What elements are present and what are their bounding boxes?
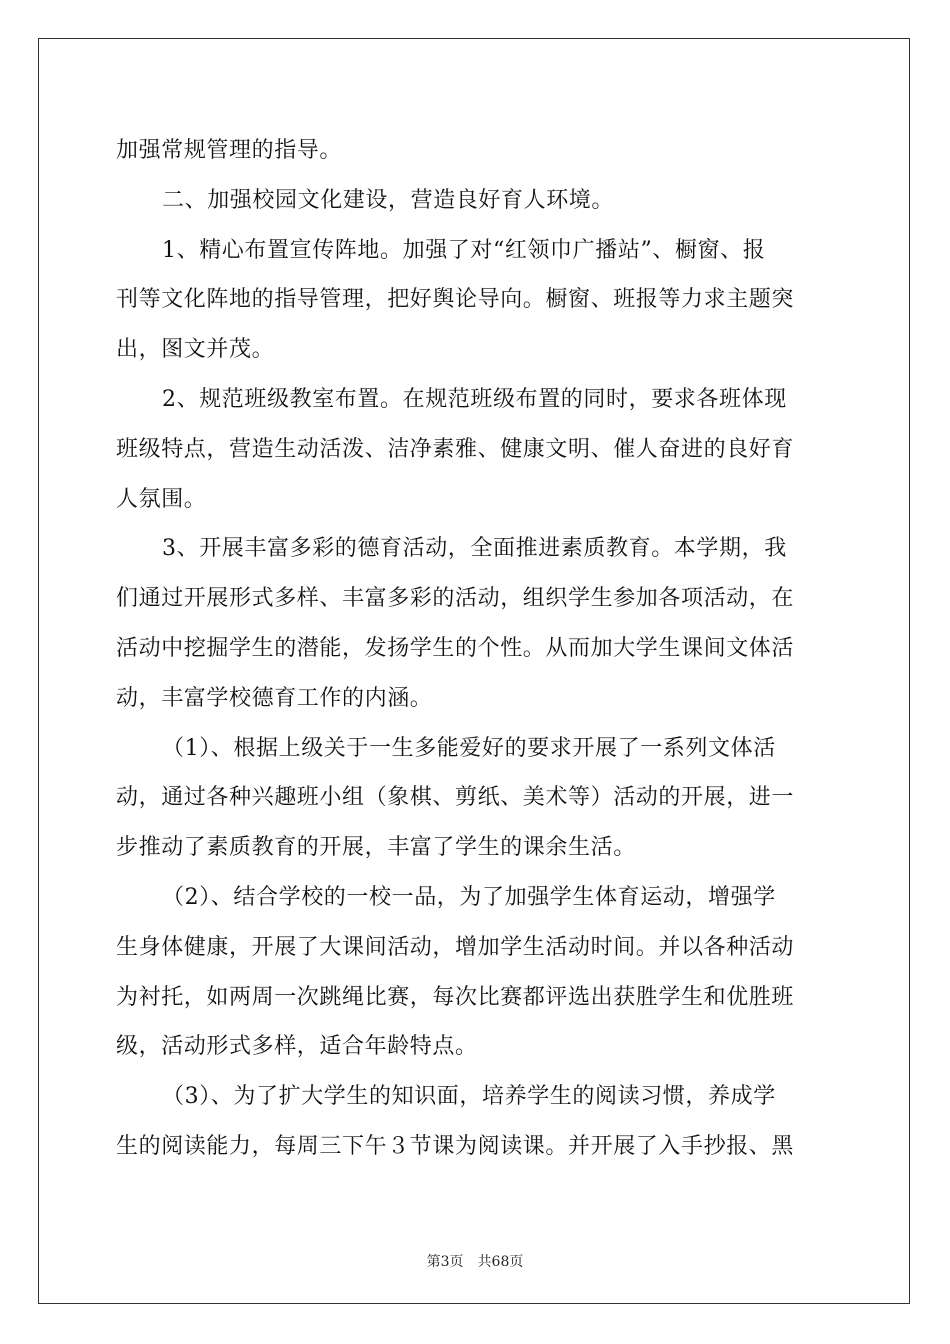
- paragraph-3: [116, 226, 836, 375]
- text-line: 级，活动形式多样，适合年龄特点。: [116, 1034, 478, 1060]
- text-line: 出，图文并茂。: [116, 337, 275, 363]
- text-line: 二、加强校园文化建设，营造良好育人环境。: [162, 187, 615, 213]
- paragraph-8: [116, 1072, 836, 1172]
- text-line: 步推动了素质教育的开展，丰富了学生的课余生活。: [116, 835, 636, 861]
- text-line: 3、开展丰富多彩的德育活动，全面推进素质教育。本学期，我: [162, 536, 787, 562]
- text-line: 1、精心布置宣传阵地。加强了对“红领巾广播站”、橱窗、报: [162, 237, 766, 263]
- paragraph-1: [116, 126, 836, 176]
- paragraph-6: [116, 724, 836, 873]
- text-line: （1）、根据上级关于一生多能爱好的要求开展了一系列文体活: [162, 735, 776, 761]
- page-number: 第3页: [426, 1254, 464, 1270]
- text-line: 生的阅读能力，每周三下午３节课为阅读课。并开展了入手抄报、黑: [116, 1133, 795, 1159]
- paragraph-5: [116, 524, 836, 723]
- text-line: 加强常规管理的指导。: [116, 138, 343, 163]
- paragraph-4: [116, 375, 836, 524]
- document-body: [116, 126, 836, 1172]
- text-line: 们通过开展形式多样、丰富多彩的活动，组织学生参加各项活动，在: [116, 586, 795, 612]
- page-total: 共68页: [477, 1254, 524, 1270]
- paragraph-2: [116, 176, 836, 226]
- text-line: 动，丰富学校德育工作的内涵。: [116, 685, 433, 711]
- text-line: 班级特点，营造生动活泼、洁净素雅、健康文明、催人奋进的良好育: [116, 436, 795, 462]
- text-line: 为衬托，如两周一次跳绳比赛，每次比赛都评选出获胜学生和优胜班: [116, 984, 795, 1010]
- text-line: 人氛围。: [116, 486, 207, 512]
- text-line: （2）、结合学校的一校一品，为了加强学生体育运动，增强学: [162, 884, 776, 910]
- page-footer: [0, 1251, 950, 1271]
- text-line: （3）、为了扩大学生的知识面，培养学生的阅读习惯，养成学: [162, 1084, 776, 1110]
- text-line: 2、规范班级教室布置。在规范班级布置的同时，要求各班体现: [162, 386, 787, 412]
- text-line: 动，通过各种兴趣班小组（象棋、剪纸、美术等）活动的开展，进一: [116, 785, 795, 811]
- paragraph-7: [116, 873, 836, 1072]
- text-line: 刊等文化阵地的指导管理，把好舆论导向。橱窗、班报等力求主题突: [116, 287, 795, 313]
- text-line: 生身体健康，开展了大课间活动，增加学生活动时间。并以各种活动: [116, 934, 795, 960]
- text-line: 活动中挖掘学生的潜能，发扬学生的个性。从而加大学生课间文体活: [116, 635, 795, 661]
